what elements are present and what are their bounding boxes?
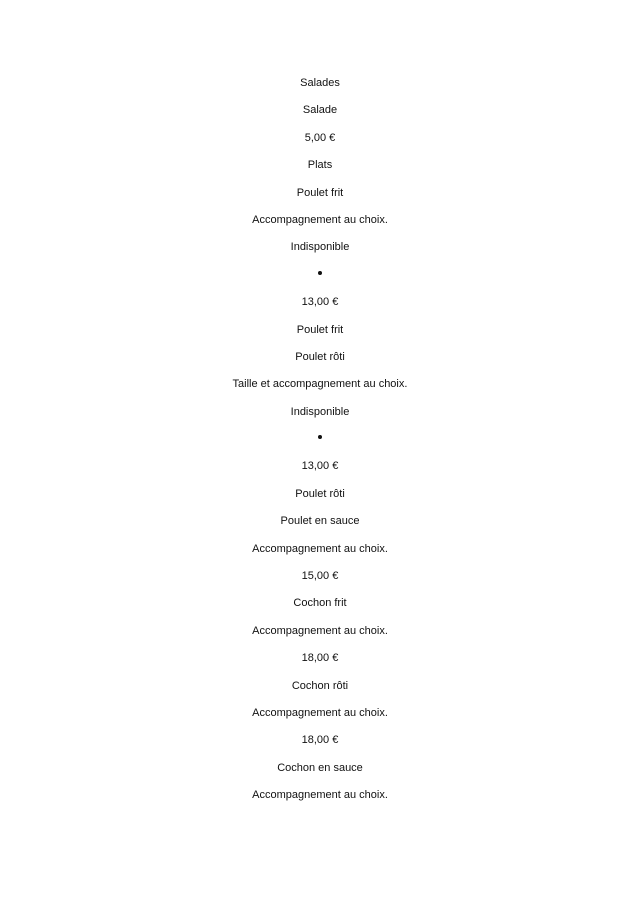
item-price-cochon-frit: 18,00 €: [301, 652, 339, 665]
section-heading-salades: Salades: [300, 77, 340, 89]
section-heading-plats: Plats: [307, 159, 333, 172]
bullet-separator: [318, 428, 322, 455]
item-description-cochon-frit: Accompagnement au choix.: [252, 624, 388, 637]
item-name-poulet-roti-repeat[interactable]: Poulet rôti: [295, 487, 345, 500]
item-name-cochon-en-sauce[interactable]: Cochon en sauce: [277, 761, 363, 774]
item-price-poulet-roti: 13,00 €: [301, 460, 339, 473]
item-name-cochon-roti[interactable]: Cochon rôti: [291, 679, 349, 692]
item-name-poulet-en-sauce[interactable]: Poulet en sauce: [280, 515, 360, 528]
item-price-poulet-en-sauce: 15,00 €: [301, 570, 339, 583]
item-name-salade[interactable]: Salade: [302, 104, 338, 117]
bullet-separator: [318, 264, 322, 291]
item-status-poulet-roti: Indisponible: [290, 405, 350, 418]
item-price-poulet-frit: 13,00 €: [301, 296, 339, 309]
item-price-cochon-roti: 18,00 €: [301, 734, 339, 747]
item-name-cochon-frit[interactable]: Cochon frit: [293, 597, 347, 610]
item-description-cochon-en-sauce: Accompagnement au choix.: [252, 789, 388, 802]
item-description-poulet-en-sauce: Accompagnement au choix.: [252, 542, 388, 555]
item-status-poulet-frit: Indisponible: [290, 241, 350, 254]
item-name-poulet-frit-repeat[interactable]: Poulet frit: [296, 323, 344, 336]
item-name-poulet-frit[interactable]: Poulet frit: [296, 186, 344, 199]
item-description-poulet-roti: Taille et accompagnement au choix.: [232, 378, 408, 391]
item-description-poulet-frit: Accompagnement au choix.: [252, 213, 388, 226]
bullet-icon: [318, 271, 322, 275]
item-description-cochon-roti: Accompagnement au choix.: [252, 706, 388, 719]
menu-list: [0, 72, 640, 812]
bullet-icon: [318, 435, 322, 439]
item-name-poulet-roti[interactable]: Poulet rôti: [295, 350, 345, 363]
item-price-salade: 5,00 €: [304, 131, 336, 144]
